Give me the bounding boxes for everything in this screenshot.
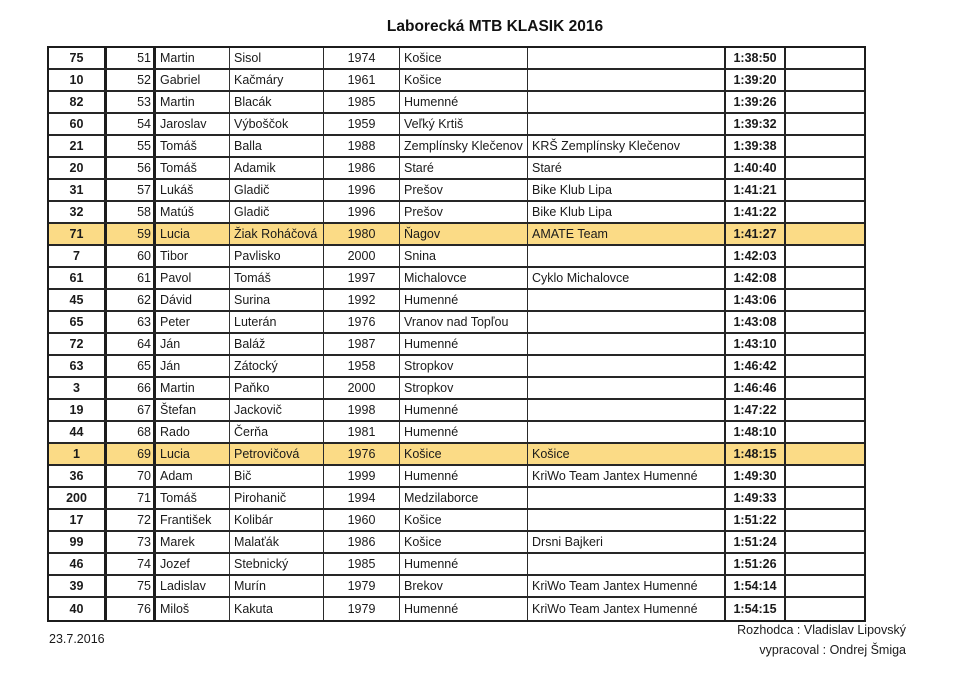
footer-author-line: vypracoval : Ondrej Šmiga: [759, 643, 906, 657]
cell-place: 61: [107, 268, 156, 288]
cell-city: Staré: [400, 158, 528, 178]
cell-time: 1:47:22: [726, 400, 786, 420]
cell-time: 1:46:46: [726, 378, 786, 398]
cell-city: Košice: [400, 532, 528, 552]
footer-referee-line: Rozhodca : Vladislav Lipovský: [737, 623, 906, 637]
cell-last-name: Zátocký: [230, 356, 324, 376]
cell-first-name: Ján: [156, 356, 230, 376]
cell-blank: [786, 334, 864, 354]
cell-first-name: Adam: [156, 466, 230, 486]
cell-blank: [786, 422, 864, 442]
cell-year: 1960: [324, 510, 400, 530]
cell-city: Zemplínsky Klečenov: [400, 136, 528, 156]
cell-first-name: Tibor: [156, 246, 230, 266]
cell-last-name: Kolibár: [230, 510, 324, 530]
cell-first-name: Lucia: [156, 224, 230, 244]
cell-place: 52: [107, 70, 156, 90]
cell-city: Košice: [400, 48, 528, 68]
cell-blank: [786, 598, 864, 620]
cell-city: Humenné: [400, 92, 528, 112]
cell-place: 54: [107, 114, 156, 134]
table-row: [49, 114, 864, 136]
cell-team: [528, 48, 726, 68]
cell-place: 57: [107, 180, 156, 200]
cell-year: 1996: [324, 202, 400, 222]
cell-team: KRŠ Zemplínsky Klečenov: [528, 136, 726, 156]
cell-team: Košice: [528, 444, 726, 464]
cell-time: 1:41:27: [726, 224, 786, 244]
cell-year: 2000: [324, 378, 400, 398]
table-row: [49, 158, 864, 180]
cell-place: 68: [107, 422, 156, 442]
cell-first-name: Pavol: [156, 268, 230, 288]
cell-city: Prešov: [400, 202, 528, 222]
cell-year: 1961: [324, 70, 400, 90]
cell-blank: [786, 158, 864, 178]
cell-place: 72: [107, 510, 156, 530]
cell-team: [528, 422, 726, 442]
cell-last-name: Kakuta: [230, 598, 324, 620]
cell-team: [528, 92, 726, 112]
cell-team: KriWo Team Jantex Humenné: [528, 576, 726, 596]
cell-bib: 40: [49, 598, 107, 620]
cell-team: Bike Klub Lipa: [528, 180, 726, 200]
cell-first-name: Peter: [156, 312, 230, 332]
cell-time: 1:42:03: [726, 246, 786, 266]
table-row: [49, 576, 864, 598]
table-row: [49, 422, 864, 444]
cell-bib: 17: [49, 510, 107, 530]
cell-time: 1:49:33: [726, 488, 786, 508]
cell-team: [528, 312, 726, 332]
cell-blank: [786, 532, 864, 552]
cell-bib: 99: [49, 532, 107, 552]
cell-year: 1987: [324, 334, 400, 354]
cell-place: 65: [107, 356, 156, 376]
cell-city: Humenné: [400, 554, 528, 574]
cell-blank: [786, 312, 864, 332]
cell-city: Stropkov: [400, 356, 528, 376]
table-row: [49, 356, 864, 378]
cell-team: [528, 356, 726, 376]
cell-team: [528, 488, 726, 508]
cell-year: 1979: [324, 576, 400, 596]
table-row: [49, 598, 864, 620]
cell-first-name: Dávid: [156, 290, 230, 310]
cell-place: 58: [107, 202, 156, 222]
cell-bib: 21: [49, 136, 107, 156]
cell-city: Humenné: [400, 598, 528, 620]
cell-bib: 39: [49, 576, 107, 596]
cell-last-name: Sisol: [230, 48, 324, 68]
cell-city: Medzilaborce: [400, 488, 528, 508]
cell-place: 70: [107, 466, 156, 486]
table-row: [49, 488, 864, 510]
cell-place: 75: [107, 576, 156, 596]
cell-city: Vranov nad Topľou: [400, 312, 528, 332]
cell-year: 1958: [324, 356, 400, 376]
cell-team: KriWo Team Jantex Humenné: [528, 598, 726, 620]
cell-city: Humenné: [400, 466, 528, 486]
cell-time: 1:42:08: [726, 268, 786, 288]
cell-blank: [786, 510, 864, 530]
cell-last-name: Petrovičová: [230, 444, 324, 464]
cell-city: Košice: [400, 70, 528, 90]
cell-blank: [786, 92, 864, 112]
cell-team: [528, 70, 726, 90]
table-row: [49, 334, 864, 356]
cell-year: 1999: [324, 466, 400, 486]
cell-team: [528, 246, 726, 266]
table-row: [49, 268, 864, 290]
cell-blank: [786, 488, 864, 508]
cell-place: 60: [107, 246, 156, 266]
table-row: [49, 246, 864, 268]
cell-city: Veľký Krtiš: [400, 114, 528, 134]
cell-time: 1:48:10: [726, 422, 786, 442]
cell-year: 1994: [324, 488, 400, 508]
cell-time: 1:41:21: [726, 180, 786, 200]
cell-last-name: Murín: [230, 576, 324, 596]
footer-date: 23.7.2016: [49, 632, 105, 646]
cell-place: 62: [107, 290, 156, 310]
cell-first-name: Ladislav: [156, 576, 230, 596]
cell-team: Bike Klub Lipa: [528, 202, 726, 222]
cell-place: 59: [107, 224, 156, 244]
cell-city: Snina: [400, 246, 528, 266]
cell-blank: [786, 114, 864, 134]
cell-first-name: František: [156, 510, 230, 530]
cell-place: 71: [107, 488, 156, 508]
cell-last-name: Kačmáry: [230, 70, 324, 90]
cell-blank: [786, 268, 864, 288]
table-row: [49, 202, 864, 224]
cell-first-name: Gabriel: [156, 70, 230, 90]
cell-year: 1980: [324, 224, 400, 244]
cell-time: 1:39:38: [726, 136, 786, 156]
cell-first-name: Jaroslav: [156, 114, 230, 134]
cell-blank: [786, 246, 864, 266]
cell-place: 55: [107, 136, 156, 156]
cell-team: [528, 554, 726, 574]
cell-year: 1976: [324, 312, 400, 332]
cell-last-name: Pirohanič: [230, 488, 324, 508]
cell-place: 76: [107, 598, 156, 620]
cell-blank: [786, 554, 864, 574]
table-row: [49, 378, 864, 400]
cell-last-name: Jackovič: [230, 400, 324, 420]
table-row: [49, 224, 864, 246]
cell-place: 56: [107, 158, 156, 178]
cell-year: 2000: [324, 246, 400, 266]
cell-time: 1:54:15: [726, 598, 786, 620]
cell-place: 69: [107, 444, 156, 464]
cell-blank: [786, 70, 864, 90]
cell-bib: 60: [49, 114, 107, 134]
cell-last-name: Stebnický: [230, 554, 324, 574]
cell-city: Humenné: [400, 422, 528, 442]
cell-time: 1:43:08: [726, 312, 786, 332]
cell-blank: [786, 290, 864, 310]
table-row: [49, 444, 864, 466]
cell-year: 1998: [324, 400, 400, 420]
cell-bib: 32: [49, 202, 107, 222]
cell-first-name: Martin: [156, 378, 230, 398]
cell-last-name: Bič: [230, 466, 324, 486]
cell-last-name: Baláž: [230, 334, 324, 354]
cell-last-name: Surina: [230, 290, 324, 310]
cell-place: 63: [107, 312, 156, 332]
cell-bib: 200: [49, 488, 107, 508]
cell-last-name: Luterán: [230, 312, 324, 332]
cell-team: [528, 400, 726, 420]
cell-bib: 61: [49, 268, 107, 288]
cell-bib: 44: [49, 422, 107, 442]
cell-first-name: Marek: [156, 532, 230, 552]
cell-city: Humenné: [400, 400, 528, 420]
cell-place: 51: [107, 48, 156, 68]
cell-bib: 82: [49, 92, 107, 112]
table-row: [49, 554, 864, 576]
cell-team: [528, 510, 726, 530]
cell-first-name: Miloš: [156, 598, 230, 620]
cell-year: 1974: [324, 48, 400, 68]
cell-city: Humenné: [400, 334, 528, 354]
cell-year: 1986: [324, 532, 400, 552]
cell-time: 1:41:22: [726, 202, 786, 222]
cell-team: Drsni Bajkeri: [528, 532, 726, 552]
cell-last-name: Gladič: [230, 202, 324, 222]
cell-blank: [786, 180, 864, 200]
cell-city: Košice: [400, 444, 528, 464]
cell-city: Košice: [400, 510, 528, 530]
cell-last-name: Malaťák: [230, 532, 324, 552]
cell-last-name: Výboščok: [230, 114, 324, 134]
table-row: [49, 290, 864, 312]
cell-blank: [786, 202, 864, 222]
cell-place: 67: [107, 400, 156, 420]
cell-blank: [786, 400, 864, 420]
results-table: [47, 46, 866, 622]
cell-year: 1985: [324, 92, 400, 112]
cell-year: 1959: [324, 114, 400, 134]
table-row: [49, 92, 864, 114]
cell-bib: 7: [49, 246, 107, 266]
cell-team: [528, 290, 726, 310]
cell-first-name: Štefan: [156, 400, 230, 420]
cell-blank: [786, 444, 864, 464]
cell-time: 1:49:30: [726, 466, 786, 486]
cell-team: [528, 378, 726, 398]
cell-time: 1:54:14: [726, 576, 786, 596]
table-row: [49, 312, 864, 334]
cell-bib: 3: [49, 378, 107, 398]
table-row: [49, 48, 864, 70]
cell-first-name: Lukáš: [156, 180, 230, 200]
cell-last-name: Adamik: [230, 158, 324, 178]
cell-year: 1988: [324, 136, 400, 156]
cell-city: Prešov: [400, 180, 528, 200]
cell-time: 1:39:26: [726, 92, 786, 112]
cell-blank: [786, 466, 864, 486]
cell-bib: 63: [49, 356, 107, 376]
cell-team: Staré: [528, 158, 726, 178]
cell-last-name: Čerňa: [230, 422, 324, 442]
table-row: [49, 400, 864, 422]
cell-time: 1:48:15: [726, 444, 786, 464]
cell-last-name: Blacák: [230, 92, 324, 112]
cell-first-name: Rado: [156, 422, 230, 442]
footer-credits: [737, 620, 906, 660]
cell-time: 1:51:22: [726, 510, 786, 530]
cell-team: KriWo Team Jantex Humenné: [528, 466, 726, 486]
cell-bib: 72: [49, 334, 107, 354]
cell-first-name: Jozef: [156, 554, 230, 574]
cell-place: 73: [107, 532, 156, 552]
cell-last-name: Paňko: [230, 378, 324, 398]
cell-blank: [786, 48, 864, 68]
cell-bib: 71: [49, 224, 107, 244]
cell-first-name: Ján: [156, 334, 230, 354]
cell-blank: [786, 136, 864, 156]
cell-bib: 20: [49, 158, 107, 178]
cell-city: Ňagov: [400, 224, 528, 244]
table-row: [49, 532, 864, 554]
cell-place: 74: [107, 554, 156, 574]
table-row: [49, 70, 864, 92]
cell-bib: 10: [49, 70, 107, 90]
cell-first-name: Tomáš: [156, 136, 230, 156]
cell-place: 64: [107, 334, 156, 354]
table-row: [49, 180, 864, 202]
cell-last-name: Gladič: [230, 180, 324, 200]
cell-time: 1:39:32: [726, 114, 786, 134]
cell-first-name: Martin: [156, 48, 230, 68]
cell-time: 1:38:50: [726, 48, 786, 68]
cell-first-name: Martin: [156, 92, 230, 112]
table-row: [49, 136, 864, 158]
cell-bib: 1: [49, 444, 107, 464]
cell-year: 1976: [324, 444, 400, 464]
cell-bib: 75: [49, 48, 107, 68]
page-title: Laborecká MTB KLASIK 2016: [386, 18, 604, 35]
cell-time: 1:51:24: [726, 532, 786, 552]
cell-bib: 19: [49, 400, 107, 420]
cell-year: 1997: [324, 268, 400, 288]
cell-year: 1992: [324, 290, 400, 310]
cell-year: 1985: [324, 554, 400, 574]
cell-first-name: Lucia: [156, 444, 230, 464]
cell-city: Humenné: [400, 290, 528, 310]
cell-bib: 65: [49, 312, 107, 332]
cell-last-name: Tomáš: [230, 268, 324, 288]
cell-last-name: Žiak Roháčová: [230, 224, 324, 244]
table-row: [49, 510, 864, 532]
cell-place: 53: [107, 92, 156, 112]
cell-city: Stropkov: [400, 378, 528, 398]
cell-team: [528, 334, 726, 354]
cell-bib: 31: [49, 180, 107, 200]
cell-year: 1986: [324, 158, 400, 178]
cell-team: AMATE Team: [528, 224, 726, 244]
cell-time: 1:43:06: [726, 290, 786, 310]
cell-year: 1981: [324, 422, 400, 442]
cell-city: Brekov: [400, 576, 528, 596]
cell-first-name: Tomáš: [156, 488, 230, 508]
cell-first-name: Matúš: [156, 202, 230, 222]
cell-team: Cyklo Michalovce: [528, 268, 726, 288]
cell-city: Michalovce: [400, 268, 528, 288]
cell-first-name: Tomáš: [156, 158, 230, 178]
table-row: [49, 466, 864, 488]
cell-time: 1:43:10: [726, 334, 786, 354]
cell-blank: [786, 356, 864, 376]
cell-time: 1:51:26: [726, 554, 786, 574]
cell-place: 66: [107, 378, 156, 398]
cell-bib: 46: [49, 554, 107, 574]
cell-blank: [786, 576, 864, 596]
cell-blank: [786, 224, 864, 244]
cell-year: 1996: [324, 180, 400, 200]
cell-team: [528, 114, 726, 134]
cell-time: 1:40:40: [726, 158, 786, 178]
cell-bib: 36: [49, 466, 107, 486]
cell-blank: [786, 378, 864, 398]
cell-time: 1:39:20: [726, 70, 786, 90]
cell-bib: 45: [49, 290, 107, 310]
cell-last-name: Balla: [230, 136, 324, 156]
cell-year: 1979: [324, 598, 400, 620]
cell-time: 1:46:42: [726, 356, 786, 376]
cell-last-name: Pavlisko: [230, 246, 324, 266]
